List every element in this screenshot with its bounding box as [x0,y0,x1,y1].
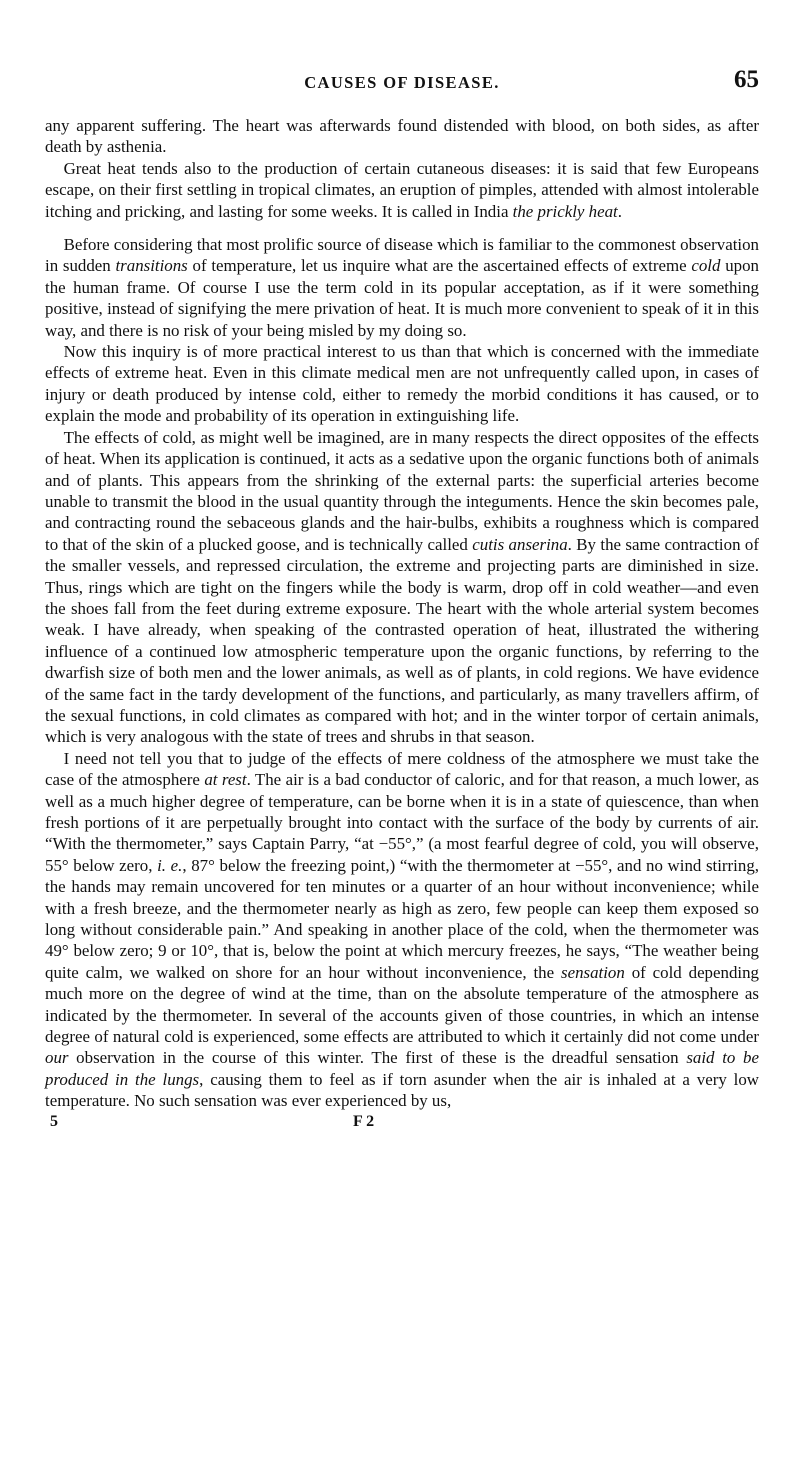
text-run: The effects of cold, as might well be imagined, are in many respects the direct opposites of the effects of heat. When its application is continued, it acts as a sedative upon the organic functions both of animals and of plants. This appears from the shrinking of the external parts: the superficial arteries become unable to transmit the blood in the usual quantity through the integuments. Hence the skin becomes pale, and contracting round the sebaceous glands and the hair-bulbs, exhibits a roughness which is compared to that of the skin of a plucked goose, and is technically called [45,427,759,554]
text-run: , causing them to feel as if torn asunder when the air is inhaled at a very low temperature. No such sensation was ever experienced by us, [45,1069,760,1111]
text-run: of cold depending much more on the degree of wind at the time, than on the absolute temperature of the atmosphere as indicated by the thermometer. In several of the accounts given of those countries, in which an intense degree of natural cold is experienced, some effects are attributed to which it certainly did not come under [45,962,759,1047]
paragraph [45,341,759,427]
text-run: Great heat tends also to the production of certain cutaneous diseases: it is said that few Europeans escape, on their first settling in tropical climates, an eruption of pimples, attended with almost intolerable itching and pricking, and lasting for some weeks. It is called in India [45,158,759,221]
signature-number: 5 [50,1112,58,1130]
text-run: I need not tell you that to judge of the effects of mere coldness of the atmosphere we must take the case of the atmosphere [45,748,759,790]
text-run: Before considering that most prolific source of disease which is familiar to the commonest observation in sudden [45,235,759,276]
text-run: , 87° below the freezing point,) “with the thermometer at −55°, and no wind stirring, the hands may remain uncovered for ten minutes or a quarter of an hour without inconvenience; while with a fresh breeze, and the thermometer nearly as high as zero, few people can keep them exposed so long without considerable pain.” And speaking in another place of the cold, when the thermometer was 49° below zero; 9 or 10°, that is, below the point at which mercury freezes, he says, “The weather being quite calm, we walked on shore for an hour without inconvenience, the [45,855,759,982]
text-run: observation in the course of this winter. The first of these is the dreadful sensation [68,1048,687,1068]
text-run: . [617,201,622,221]
running-head: CAUSES OF DISEASE. [304,73,500,92]
text-run: . The air is a bad conductor of caloric, and for that reason, a much lower, as well as a much higher degree of temperature, can be borne when it is in a state of quiescence, than when fresh portions of it are perpetually brought into contact with the surface of the body by currents of air. “With the thermometer,” says Captain Parry, “at −55°,” (a most fearful degree of cold, you will observe, 55° below zero, [45,770,760,875]
body-text [45,115,759,1112]
page-footer [45,1113,759,1137]
page-number: 65 [734,66,759,93]
text-run: of temperature, let us inquire what are the ascertained effects of extreme [187,256,692,276]
signature-mark: F 2 [353,1112,375,1130]
italic-text: cutis anserina [472,534,568,554]
italic-text: transitions [115,256,188,276]
paragraph [45,748,759,1112]
paragraph [45,427,759,748]
text-run: upon the human frame. Of course I use the term cold in its popular acceptation, as if it were something positive, instead of signifying the mere privation of heat. It is much more convenient to speak of it in this way, and there is no risk of your being misled by my doing so. [45,256,759,340]
italic-text: at rest [204,770,247,790]
paragraph [45,115,759,158]
text-run: . By the same contraction of the smaller vessels, and repressed circulation, the extreme and projecting parts are diminished in size. Thus, rings which are tight on the fingers while the body is warm, drop off in cold weather—and even the shoes fall from the feet during extreme exposure. The heart with the whole arterial system becomes weak. I have already, when speaking of the contrasted operation of heat, illustrated the withering influence of a continued low atmospheric temperature upon the organic functions, by referring to the dwarfish size of both men and the lower animals, as well as of plants, in cold regions. We have evidence of the same fact in the tardy development of the functions, and particularly, as many travellers affirm, of the sexual functions, in cold climates as compared with hot; and in the winter torpor of certain animals, which is very analogous with the state of trees and shrubs in that season. [45,534,759,747]
italic-text: the prickly heat [512,201,618,221]
page-header [45,52,759,92]
italic-text: cold [691,256,721,276]
paragraph [45,158,759,222]
italic-text: our [45,1048,69,1068]
text-run: Now this inquiry is of more practical interest to us than that which is concerned with the immediate effects of extreme heat. Even in this climate medical men are not unfrequently called upon, in cases of injury or death produced by intense cold, either to remedy the morbid conditions it has caused, or to explain the mode and probability of its operation in extinguishing life. [45,342,759,426]
italic-text: i. e. [157,855,183,875]
italic-text: sensation [561,962,625,982]
text-run: any apparent suffering. The heart was afterwards found distended with blood, on both sides, as after death by asthenia. [45,116,759,157]
italic-text: said to be produced in the lungs [45,1048,759,1089]
paragraph [45,234,759,341]
